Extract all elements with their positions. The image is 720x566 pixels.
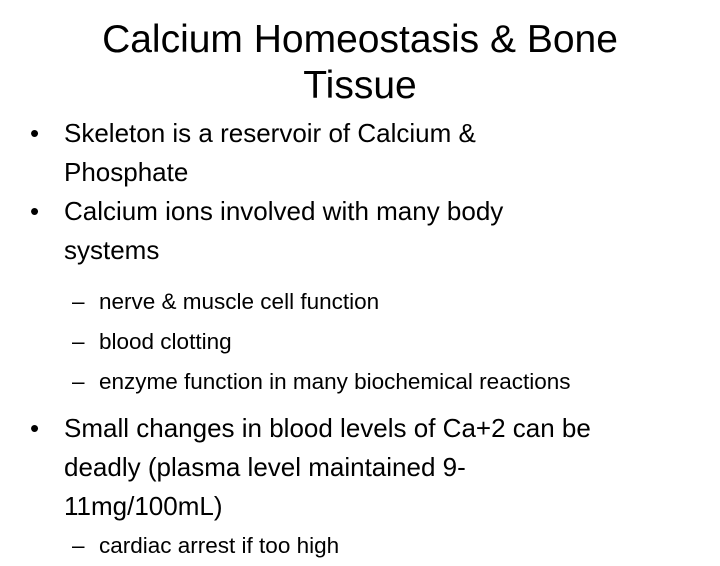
bullet-marker: •: [30, 196, 40, 226]
bullet-reservoir: [0, 114, 720, 192]
sub-bullet-nerve-muscle: [0, 282, 720, 322]
bullet-text-line: 11mg/100mL): [64, 491, 223, 521]
sub-bullet-text: nerve & muscle cell function: [99, 289, 380, 314]
dash-marker: –: [72, 369, 85, 394]
bullet-calcium-ions: [0, 192, 720, 270]
bullet-list: [0, 114, 720, 566]
bullet-text-line: Calcium ions involved with many body: [64, 196, 504, 226]
sub-bullet-blood-clotting: [0, 322, 720, 362]
title-line-2: Tissue: [303, 64, 417, 107]
sub-bullet-cardiac-arrest: [0, 526, 720, 566]
bullet-marker: •: [30, 413, 40, 443]
title-line-1: Calcium Homeostasis & Bone: [102, 18, 618, 61]
bullet-small-changes: [0, 409, 720, 526]
bullet-text-line: deadly (plasma level maintained 9-: [64, 452, 466, 482]
sub-bullet-text: blood clotting: [99, 329, 232, 354]
dash-marker: –: [72, 289, 85, 314]
bullet-text-line: Small changes in blood levels of Ca+2 can be: [64, 413, 591, 443]
bullet-text-line: Skeleton is a reservoir of Calcium &: [64, 118, 476, 148]
bullet-marker: •: [30, 118, 40, 148]
bullet-text-line: systems: [64, 235, 160, 265]
sub-bullet-text: enzyme function in many biochemical reactions: [99, 369, 571, 394]
sub-bullet-enzyme-function: [0, 362, 720, 402]
bullet-text-line: Phosphate: [64, 157, 189, 187]
sub-bullet-text: cardiac arrest if too high: [99, 533, 340, 558]
dash-marker: –: [72, 329, 85, 354]
dash-marker: –: [72, 533, 85, 558]
slide-title: [0, 17, 720, 109]
